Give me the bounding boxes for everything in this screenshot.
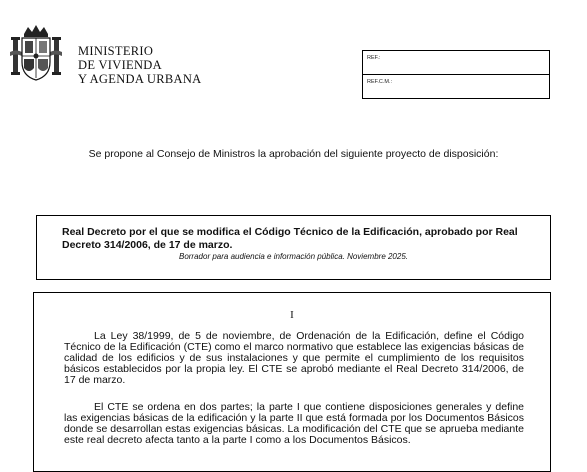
ref-field: REF.:: [363, 51, 549, 75]
proposal-text: Se propone al Consejo de Ministros la aprobación del siguiente proyecto de disposición:: [88, 148, 499, 160]
section-number: I: [290, 309, 294, 321]
ministry-name: [78, 44, 202, 86]
draft-subtitle: Borrador para audiencia e información pública. Noviembre 2025.: [178, 252, 409, 261]
paragraph-2: El CTE se ordena en dos partes; la parte I que contiene disposiciones generales y define las exigencias básicas de la edificación y la parte II que está formada por los Documentos Básicos donde se desarrollan estas exigencias básicas. La modificación del CTE que se aprueba mediante este real decreto afecta tanto a la parte I como a los Documentos Básicos.: [64, 401, 524, 446]
coat-of-arms-spain-icon: [10, 24, 62, 82]
decree-title: Real Decreto por el que se modifica el Código Técnico de la Edificación, aprobado por Real Decreto 314/2006, de 17 de marzo.: [62, 226, 518, 251]
ministry-line-1: MINISTERIO: [78, 44, 154, 58]
ministry-line-2: DE VIVIENDA: [78, 58, 162, 72]
title-box: [36, 215, 551, 280]
ministry-line-3: Y AGENDA URBANA: [78, 72, 202, 86]
ref-cm-field: REF.C.M.:: [367, 79, 393, 85]
body-box: [33, 292, 551, 472]
paragraph-1: La Ley 38/1999, de 5 de noviembre, de Ordenación de la Edificación, define el Código Técnico de la Edificación (CTE) como el marco normativo que establece las exigencias básicas de calidad de los edificios y de sus instalaciones y que permite el cumplimiento de los requisitos básicos establecidos por la propia ley. El CTE se aprobó mediante el Real Decreto 314/2006, de 17 de marzo.: [64, 330, 524, 386]
reference-box: [362, 50, 550, 99]
